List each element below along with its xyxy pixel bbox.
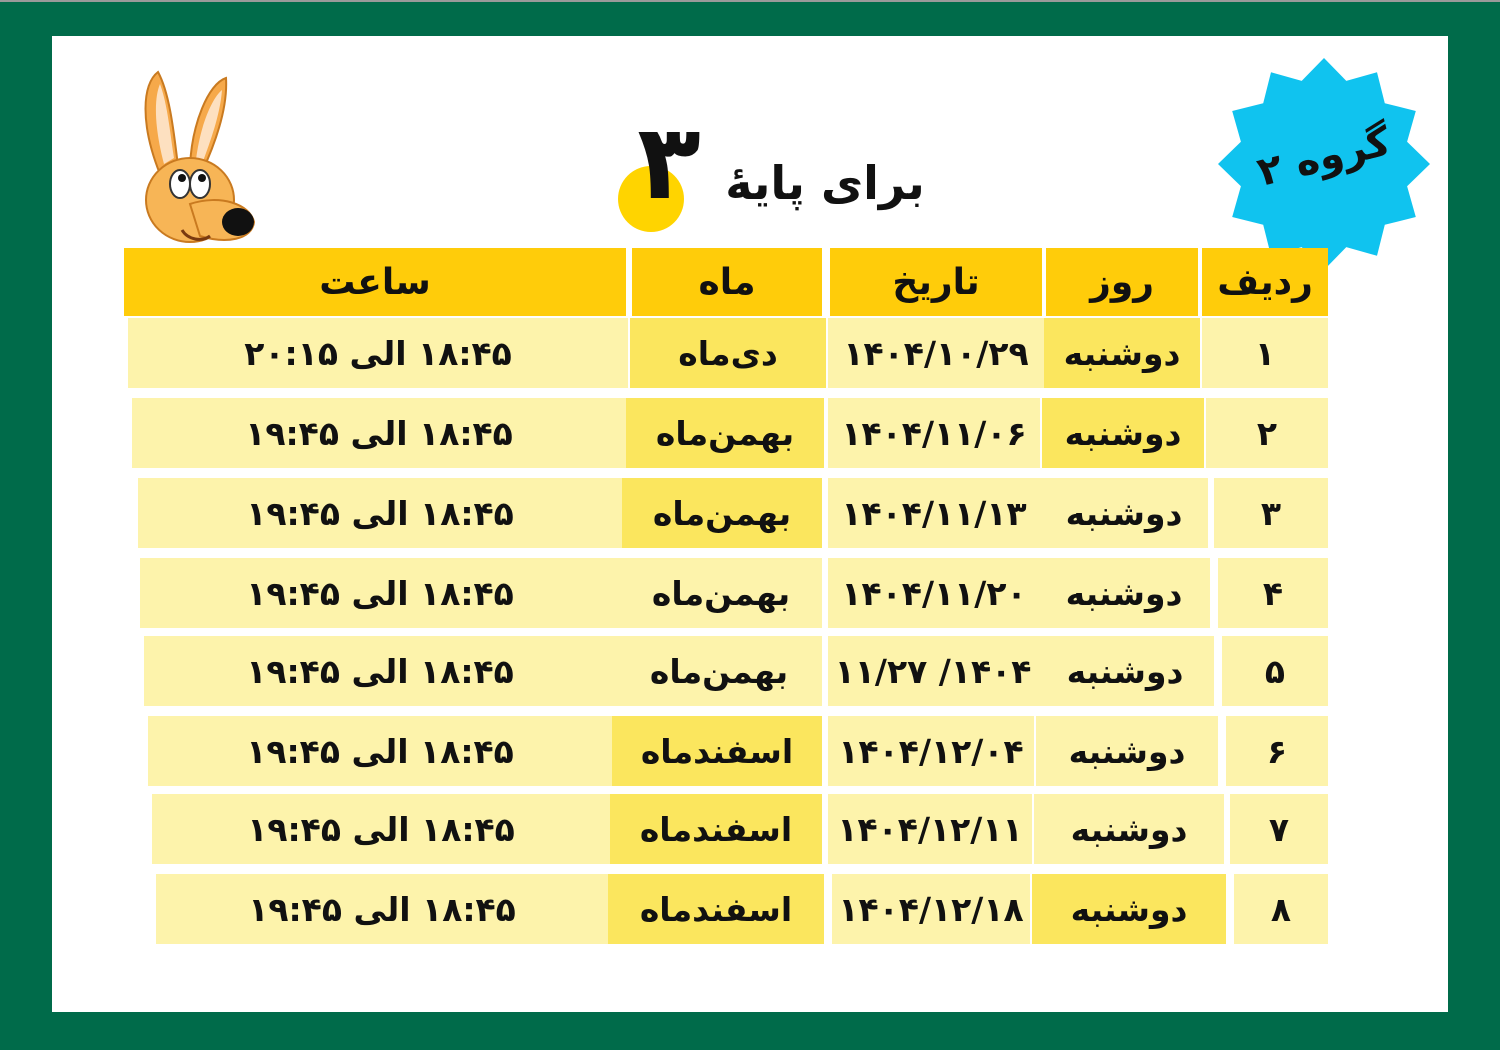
row-time: ۱۸:۴۵ الی ۱۹:۴۵ xyxy=(132,398,626,468)
row-date: ۱۴۰۴/۱۱/۰۶ xyxy=(828,398,1040,468)
row-time: ۱۸:۴۵ الی ۱۹:۴۵ xyxy=(144,636,616,706)
row-month: دی‌ماه xyxy=(630,318,826,388)
row-date: ۱۴۰۴/۱۲/۰۴ xyxy=(828,716,1034,786)
group-badge xyxy=(1216,56,1432,272)
row-date: ۱۴۰۴/ ۱۱/۲۷ xyxy=(828,636,1038,706)
row-index: ۱ xyxy=(1202,318,1328,388)
frame-top-line xyxy=(0,0,1500,2)
row-month: بهمن‌ماه xyxy=(626,398,824,468)
row-date: ۱۴۰۴/۱۰/۲۹ xyxy=(828,318,1044,388)
row-index: ۷ xyxy=(1230,794,1328,864)
column-header-day: روز xyxy=(1046,248,1198,316)
column-header-time: ساعت xyxy=(124,248,626,316)
page-title: برای پایهٔ xyxy=(725,156,925,210)
row-index: ۳ xyxy=(1214,478,1328,548)
row-time: ۱۸:۴۵ الی ۱۹:۴۵ xyxy=(156,874,608,944)
row-day: دوشنبه xyxy=(1040,478,1208,548)
row-day: دوشنبه xyxy=(1044,318,1200,388)
column-header-month: ماه xyxy=(632,248,822,316)
row-date: ۱۴۰۴/۱۱/۱۳ xyxy=(828,478,1040,548)
row-time: ۱۸:۴۵ الی ۱۹:۴۵ xyxy=(148,716,612,786)
row-month: اسفندماه xyxy=(608,874,824,944)
row-day: دوشنبه xyxy=(1038,558,1210,628)
row-time: ۱۸:۴۵ الی ۱۹:۴۵ xyxy=(138,478,622,548)
row-date: ۱۴۰۴/۱۲/۱۸ xyxy=(832,874,1030,944)
row-day: دوشنبه xyxy=(1034,794,1224,864)
grade-number-block xyxy=(618,101,718,223)
row-index: ۶ xyxy=(1226,716,1328,786)
row-index: ۴ xyxy=(1218,558,1328,628)
row-month: اسفندماه xyxy=(610,794,822,864)
row-day: دوشنبه xyxy=(1032,874,1226,944)
row-month: بهمن‌ماه xyxy=(620,558,822,628)
row-index: ۲ xyxy=(1206,398,1328,468)
row-date: ۱۴۰۴/۱۲/۱۱ xyxy=(828,794,1032,864)
row-day: دوشنبه xyxy=(1042,398,1204,468)
schedule-card xyxy=(52,36,1448,1012)
row-day: دوشنبه xyxy=(1036,716,1218,786)
row-month: اسفندماه xyxy=(612,716,822,786)
row-index: ۵ xyxy=(1222,636,1328,706)
row-month: بهمن‌ماه xyxy=(622,478,822,548)
row-month: بهمن‌ماه xyxy=(616,636,822,706)
group-badge-label: گروه ۲ xyxy=(1252,118,1396,196)
row-index: ۸ xyxy=(1234,874,1328,944)
column-header-date: تاریخ xyxy=(830,248,1042,316)
row-time: ۱۸:۴۵ الی ۲۰:۱۵ xyxy=(128,318,628,388)
grade-number: ۳ xyxy=(637,101,701,223)
row-time: ۱۸:۴۵ الی ۱۹:۴۵ xyxy=(152,794,610,864)
row-time: ۱۸:۴۵ الی ۱۹:۴۵ xyxy=(140,558,620,628)
row-day: دوشنبه xyxy=(1036,636,1214,706)
row-date: ۱۴۰۴/۱۱/۲۰ xyxy=(828,558,1040,628)
column-header-index: ردیف xyxy=(1202,248,1328,316)
